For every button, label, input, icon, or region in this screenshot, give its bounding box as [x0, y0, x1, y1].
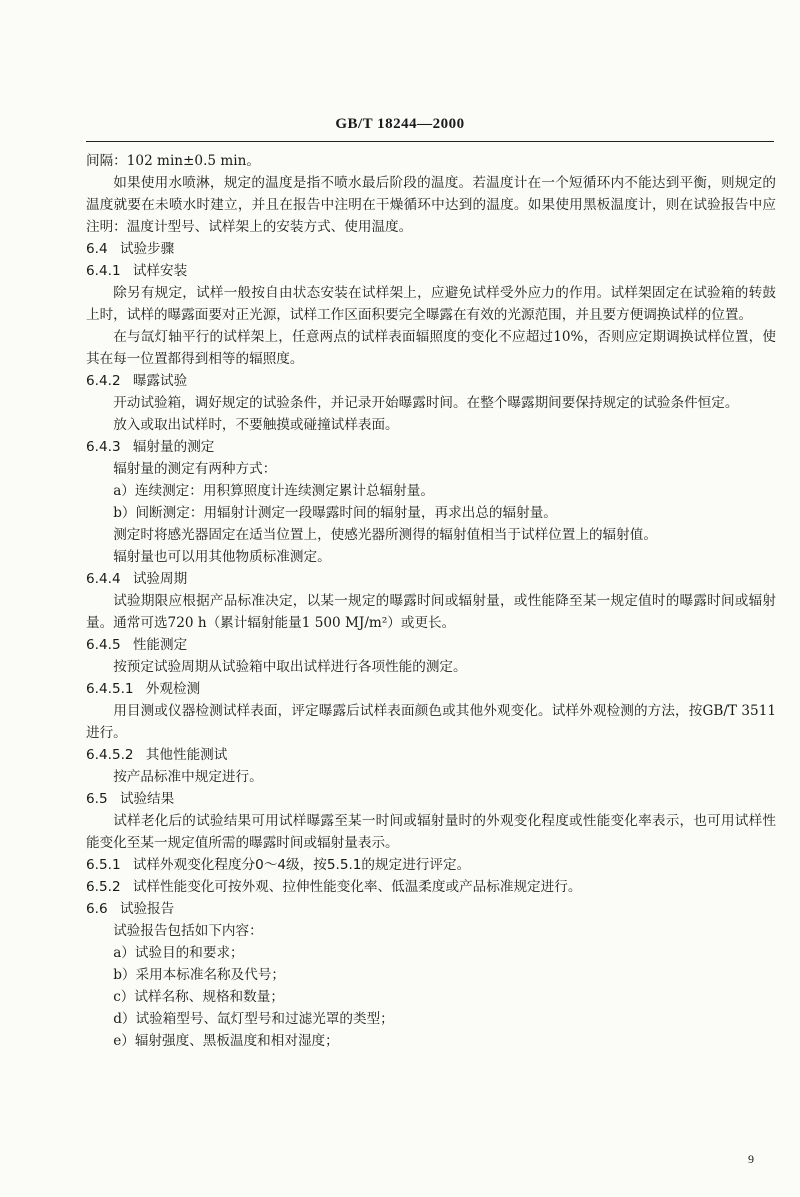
list-item: d）试验箱型号、氙灯型号和过滤光罩的类型； [113, 1011, 394, 1027]
section-heading [86, 370, 776, 392]
list-item: a）试验目的和要求； [113, 945, 244, 961]
paragraph: 辐射量也可以用其他物质标准测定。 [113, 549, 331, 565]
paragraph: 试样老化后的试验结果可用试样曝露至某一时间或辐射量时的外观变化程度或性能变化率表示，也可用试样性能变化至某一规定值所需的曝露时间或辐射量表示。 [86, 813, 776, 851]
standard-header: GB/T 18244—2000 [335, 116, 465, 132]
section-number: 6.5.1 [86, 857, 121, 873]
section-number: 6.4.2 [86, 373, 121, 389]
section-title: 试样外观变化程度分0～4级，按5.5.1的规定进行评定。 [132, 857, 471, 873]
section-number: 6.4 [86, 241, 108, 257]
section-heading [86, 436, 776, 458]
section-number: 6.4.5.2 [86, 747, 134, 763]
section-number: 6.5 [86, 791, 108, 807]
paragraph: 测定时将感光器固定在适当位置上，使感光器所测得的辐射值相当于试样位置上的辐射值。 [113, 527, 657, 543]
section-title: 试验步骤 [119, 241, 175, 257]
section-title: 试样性能变化可按外观、拉伸性能变化率、低温柔度或产品标准规定进行。 [132, 879, 582, 895]
section-number: 6.4.4 [86, 571, 121, 587]
document-body [86, 150, 776, 1052]
section-heading [86, 568, 776, 590]
list-item: b）采用本标准名称及代号； [113, 967, 286, 983]
section-number: 6.4.5 [86, 637, 121, 653]
paragraph: 按预定试验周期从试验箱中取出试样进行各项性能的测定。 [113, 659, 467, 675]
section-title: 外观检测 [145, 681, 201, 697]
section-heading [86, 238, 776, 260]
section-number: 6.5.2 [86, 879, 121, 895]
section-number: 6.4.3 [86, 439, 121, 455]
list-item: c）试样名称、规格和数量； [113, 989, 284, 1005]
paragraph: 放入或取出试样时，不要触摸或碰撞试样表面。 [113, 417, 399, 433]
section-heading [86, 678, 776, 700]
section-title: 辐射量的测定 [132, 439, 215, 455]
list-item: b）间断测定：用辐射计测定一段曝露时间的辐射量，再求出总的辐射量。 [113, 505, 557, 521]
section-title: 性能测定 [132, 637, 188, 653]
list-item: e）辐射强度、黑板温度和相对湿度； [113, 1033, 339, 1049]
section-number: 6.4.5.1 [86, 681, 134, 697]
section-heading [86, 788, 776, 810]
paragraph: 用目测或仪器检测试样表面，评定曝露后试样表面颜色或其他外观变化。试样外观检测的方法，按GB/T 3511进行。 [86, 703, 776, 741]
paragraph: 试验期限应根据产品标准决定，以某一规定的曝露时间或辐射量，或性能降至某一规定值时的曝露时间或辐射量。通常可选720 h（累计辐射能量1 500 MJ/m²）或更长。 [86, 593, 776, 631]
paragraph: 如果使用水喷淋，规定的温度是指不喷水最后阶段的温度。若温度计在一个短循环内不能达到平衡，则规定的温度就要在未喷水时建立，并且在报告中注明在干燥循环中达到的温度。如果使用黑板温度计，则在试验报告中应注明：温度计型号、试样架上的安装方式、使用温度。 [86, 175, 776, 235]
paragraph: 按产品标准中规定进行。 [113, 769, 263, 785]
paragraph: 除另有规定，试样一般按自由状态安装在试样架上，应避免试样受外应力的作用。试样架固定在试验箱的转鼓上时，试样的曝露面要对正光源，试样工作区面积要完全曝露在有效的光源范围，并且要方便调换试样的位置。 [86, 285, 776, 323]
section-title: 试验周期 [132, 571, 188, 587]
list-item: a）连续测定：用积算照度计连续测定累计总辐射量。 [113, 483, 434, 499]
page-number: 9 [748, 1152, 754, 1166]
section-number: 6.6 [86, 901, 108, 917]
section-heading [86, 854, 776, 876]
section-heading [86, 260, 776, 282]
paragraph: 试验报告包括如下内容： [113, 923, 263, 939]
paragraph: 在与氙灯轴平行的试样架上，任意两点的试样表面辐照度的变化不应超过10%，否则应定期调换试样位置，使其在每一位置都得到相等的辐照度。 [86, 329, 776, 367]
section-title: 试样安装 [132, 263, 188, 279]
section-title: 试验报告 [119, 901, 175, 917]
section-heading [86, 898, 776, 920]
section-number: 6.4.1 [86, 263, 121, 279]
section-heading [86, 876, 776, 898]
section-heading [86, 634, 776, 656]
paragraph: 辐射量的测定有两种方式： [113, 461, 277, 477]
section-heading [86, 744, 776, 766]
section-title: 试验结果 [119, 791, 175, 807]
header-rule [86, 141, 774, 142]
section-title: 曝露试验 [132, 373, 188, 389]
paragraph: 开动试验箱，调好规定的试验条件，并记录开始曝露时间。在整个曝露期间要保持规定的试验条件恒定。 [113, 395, 739, 411]
section-title: 其他性能测试 [145, 747, 228, 763]
paragraph: 间隔：102 min±0.5 min。 [86, 153, 260, 169]
